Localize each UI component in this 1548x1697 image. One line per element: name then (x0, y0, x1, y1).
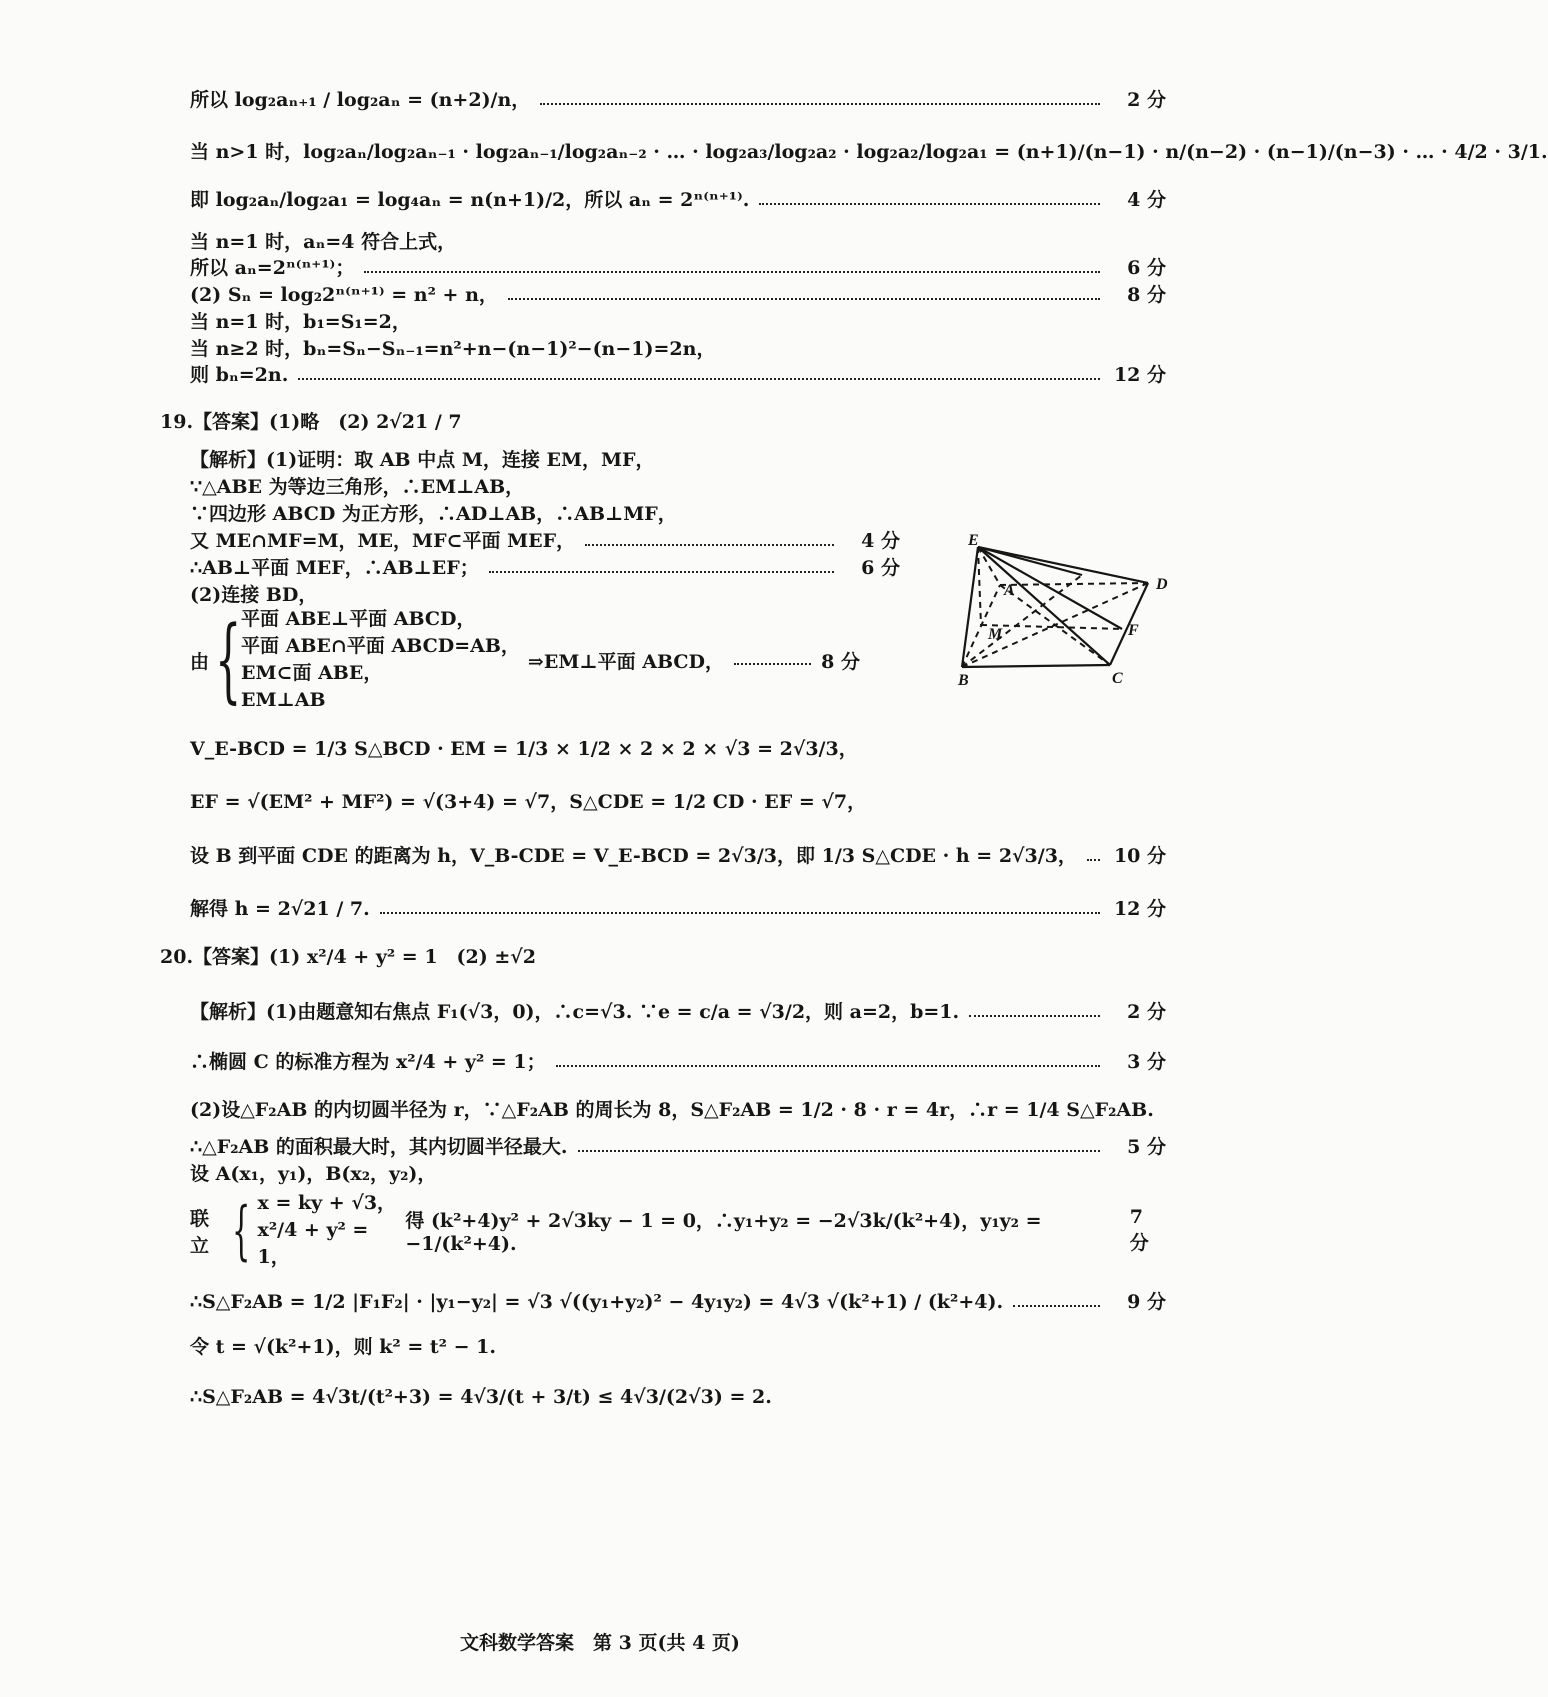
line-4 (190, 230, 1166, 254)
line-5-text: 所以 aₙ=2ⁿ⁽ⁿ⁺¹⁾； (190, 257, 355, 279)
leader-dots (759, 203, 1100, 205)
leader-dots (578, 1150, 1100, 1152)
line-3 (190, 188, 1166, 212)
score-mark: 12 分 (1113, 364, 1166, 386)
line-7 (190, 310, 1166, 334)
score-mark: 4 分 (861, 530, 900, 552)
line-6 (190, 283, 1166, 307)
line-6-text: (2) Sₙ = log₂2ⁿ⁽ⁿ⁺¹⁾ = n² + n， (190, 284, 498, 306)
pyramid-diagram-icon (958, 532, 1175, 710)
leader-dots (585, 544, 834, 546)
score-mark: 10 分 (1113, 845, 1166, 867)
line-25 (190, 1290, 1166, 1314)
line-19 (190, 897, 1166, 921)
line-13-text: 又 ME∩MF=M，ME，MF⊂平面 MEF， (190, 530, 576, 552)
leader-dots (540, 103, 1100, 105)
score-mark: 3 分 (1127, 1051, 1166, 1073)
line-20 (190, 1000, 1166, 1024)
line-14 (190, 556, 900, 580)
line-27-text: ∴S△F₂AB = 4√3t/(t²+3) = 4√3/(t + 3/t) ≤ 4√3/(2√3) = 2. (190, 1386, 772, 1408)
line-4-text: 当 n=1 时，aₙ=4 符合上式， (190, 231, 457, 253)
label-d: D (1156, 576, 1168, 593)
system-2-result: 得 (k²+4)y² + 2√3ky − 1 = 0，∴y₁+y₂ = −2√3k/(k²+4)，y₁y₂ = −1/(k²+4). (405, 1210, 1042, 1255)
leader-dots (556, 1065, 1100, 1067)
leader-dots (489, 571, 834, 573)
page-footer: 文科数学答案 第 3 页(共 4 页) (460, 1632, 740, 1654)
line-5 (190, 256, 1166, 280)
score-mark: 2 分 (1127, 89, 1166, 111)
system-2-items (258, 1190, 398, 1271)
line-13 (190, 529, 900, 553)
question-19-answer (160, 410, 1166, 434)
score-mark: 8 分 (821, 650, 860, 673)
label-a: A (1004, 582, 1015, 599)
leader-dots (969, 1015, 1100, 1017)
line-2-text: 当 n>1 时，log₂aₙ/log₂aₙ₋₁ · log₂aₙ₋₁/log₂aₙ₋₂ · … · log₂a₃/log₂a₂ · log₂a₂/log₂a₁ = (n+1)/(n−1) · n/(n−2) · (n−1)/(n−3) · … · 4/2 · 3/1. (190, 141, 1548, 163)
score-mark: 5 分 (1127, 1136, 1166, 1158)
leader-dots (508, 298, 1100, 300)
left-brace-icon: { (231, 1193, 250, 1268)
line-24-text: 设 A(x₁，y₁)，B(x₂，y₂)， (190, 1163, 437, 1185)
line-12 (190, 502, 1166, 526)
line-18 (190, 844, 1166, 868)
line-11 (190, 475, 1166, 499)
score-mark: 7 分 (1129, 1206, 1149, 1254)
line-17 (190, 790, 1166, 814)
system-1-items (241, 606, 520, 714)
label-e: E (968, 532, 979, 549)
line-8-text: 当 n≥2 时，bₙ=Sₙ−Sₙ₋₁=n²+n−(n−1)²−(n−1)=2n， (190, 338, 716, 360)
line-10-text: 【解析】(1)证明：取 AB 中点 M，连接 EM，MF， (190, 449, 655, 471)
leader-dots (364, 271, 1100, 273)
system-1-prefix: 由 (190, 650, 210, 673)
line-19-text: 解得 h = 2√21 / 7. (190, 898, 370, 920)
score-mark: 6 分 (861, 557, 900, 579)
question-20-text: 20.【答案】(1) x²/4 + y² = 1 (2) ±√2 (160, 946, 537, 968)
question-20-answer (160, 945, 1166, 969)
line-9-text: 则 bₙ=2n. (190, 364, 289, 386)
line-10 (190, 448, 1166, 472)
line-14-text: ∴AB⊥平面 MEF，∴AB⊥EF； (190, 557, 479, 579)
line-23 (190, 1135, 1166, 1159)
score-mark: 2 分 (1127, 1001, 1166, 1023)
line-1-text: 所以 log₂aₙ₊₁ / log₂aₙ = (n+2)/n， (190, 89, 531, 111)
line-12-text: ∵四边形 ABCD 为正方形，∴AD⊥AB，∴AB⊥MF， (190, 503, 677, 525)
line-9 (190, 363, 1166, 387)
system-2 (190, 1190, 1166, 1271)
line-7-text: 当 n=1 时，b₁=S₁=2， (190, 311, 411, 333)
score-mark: 12 分 (1113, 898, 1166, 920)
line-2 (190, 140, 1548, 164)
leader-dots (734, 663, 811, 665)
line-11-text: ∵△ABE 为等边三角形，∴EM⊥AB， (190, 476, 525, 498)
line-17-text: EF = √(EM² + MF²) = √(3+4) = √7，S△CDE = 1/2 CD · EF = √7， (190, 791, 867, 813)
line-15-text: (2)连接 BD， (190, 584, 318, 606)
line-20-text: 【解析】(1)由题意知右焦点 F₁(√3，0)，∴c=√3. ∵e = c/a = √3/2，则 a=2，b=1. (190, 1001, 960, 1023)
system-1-item: EM⊥AB (241, 689, 326, 711)
line-22-text: (2)设△F₂AB 的内切圆半径为 r，∵△F₂AB 的周长为 8，S△F₂AB = 1/2 · 8 · r = 4r，∴r = 1/4 S△F₂AB. (190, 1099, 1154, 1121)
label-m: M (988, 626, 1003, 643)
line-1 (190, 88, 1166, 112)
leader-dots (380, 912, 1100, 914)
score-mark: 6 分 (1127, 257, 1166, 279)
system-1-result: ⇒EM⊥平面 ABCD， (527, 650, 724, 673)
line-25-text: ∴S△F₂AB = 1/2 |F₁F₂| · |y₁−y₂| = √3 √((y₁+y₂)² − 4y₁y₂) = 4√3 √(k²+1) / (k²+4). (190, 1291, 1004, 1313)
line-16 (190, 737, 1166, 761)
line-21-text: ∴椭圆 C 的标准方程为 x²/4 + y² = 1； (190, 1051, 546, 1073)
line-22 (190, 1098, 1166, 1122)
line-26-text: 令 t = √(k²+1)，则 k² = t² − 1. (190, 1336, 496, 1358)
system-1-item: 平面 ABE∩平面 ABCD=AB， (241, 635, 520, 657)
line-3-text: 即 log₂aₙ/log₂a₁ = log₄aₙ = n(n+1)/2，所以 aₙ = 2ⁿ⁽ⁿ⁺¹⁾. (190, 189, 750, 211)
leader-dots (298, 378, 1100, 380)
system-2-prefix: 联立 (190, 1207, 210, 1257)
left-brace-icon: { (215, 606, 242, 713)
line-26 (190, 1335, 1166, 1359)
label-f: F (1128, 622, 1139, 639)
score-mark: 4 分 (1127, 189, 1166, 211)
pyramid-figure (958, 532, 1175, 710)
question-19-text: 19.【答案】(1)略 (2) 2√21 / 7 (160, 411, 462, 433)
line-8 (190, 337, 1166, 361)
score-mark: 8 分 (1127, 284, 1166, 306)
system-1 (190, 606, 860, 714)
leader-dots (1087, 859, 1100, 861)
system-1-item: 平面 ABE⊥平面 ABCD， (241, 608, 476, 630)
line-21 (190, 1050, 1166, 1074)
system-2-item: x = ky + √3， (257, 1192, 397, 1214)
line-27 (190, 1385, 1166, 1409)
line-24 (190, 1162, 1166, 1186)
label-c: C (1112, 670, 1123, 687)
line-16-text: V_E-BCD = 1/3 S△BCD · EM = 1/3 × 1/2 × 2 × 2 × √3 = 2√3/3， (190, 738, 858, 760)
system-2-item: x²/4 + y² = 1， (257, 1219, 369, 1268)
leader-dots (1013, 1305, 1100, 1307)
line-23-text: ∴△F₂AB 的面积最大时，其内切圆半径最大. (190, 1136, 568, 1158)
line-18-text: 设 B 到平面 CDE 的距离为 h，V_B-CDE = V_E-BCD = 2√3/3，即 1/3 S△CDE · h = 2√3/3， (190, 845, 1077, 867)
label-b: B (958, 672, 969, 689)
system-1-item: EM⊂面 ABE， (241, 662, 383, 684)
score-mark: 9 分 (1127, 1291, 1166, 1313)
